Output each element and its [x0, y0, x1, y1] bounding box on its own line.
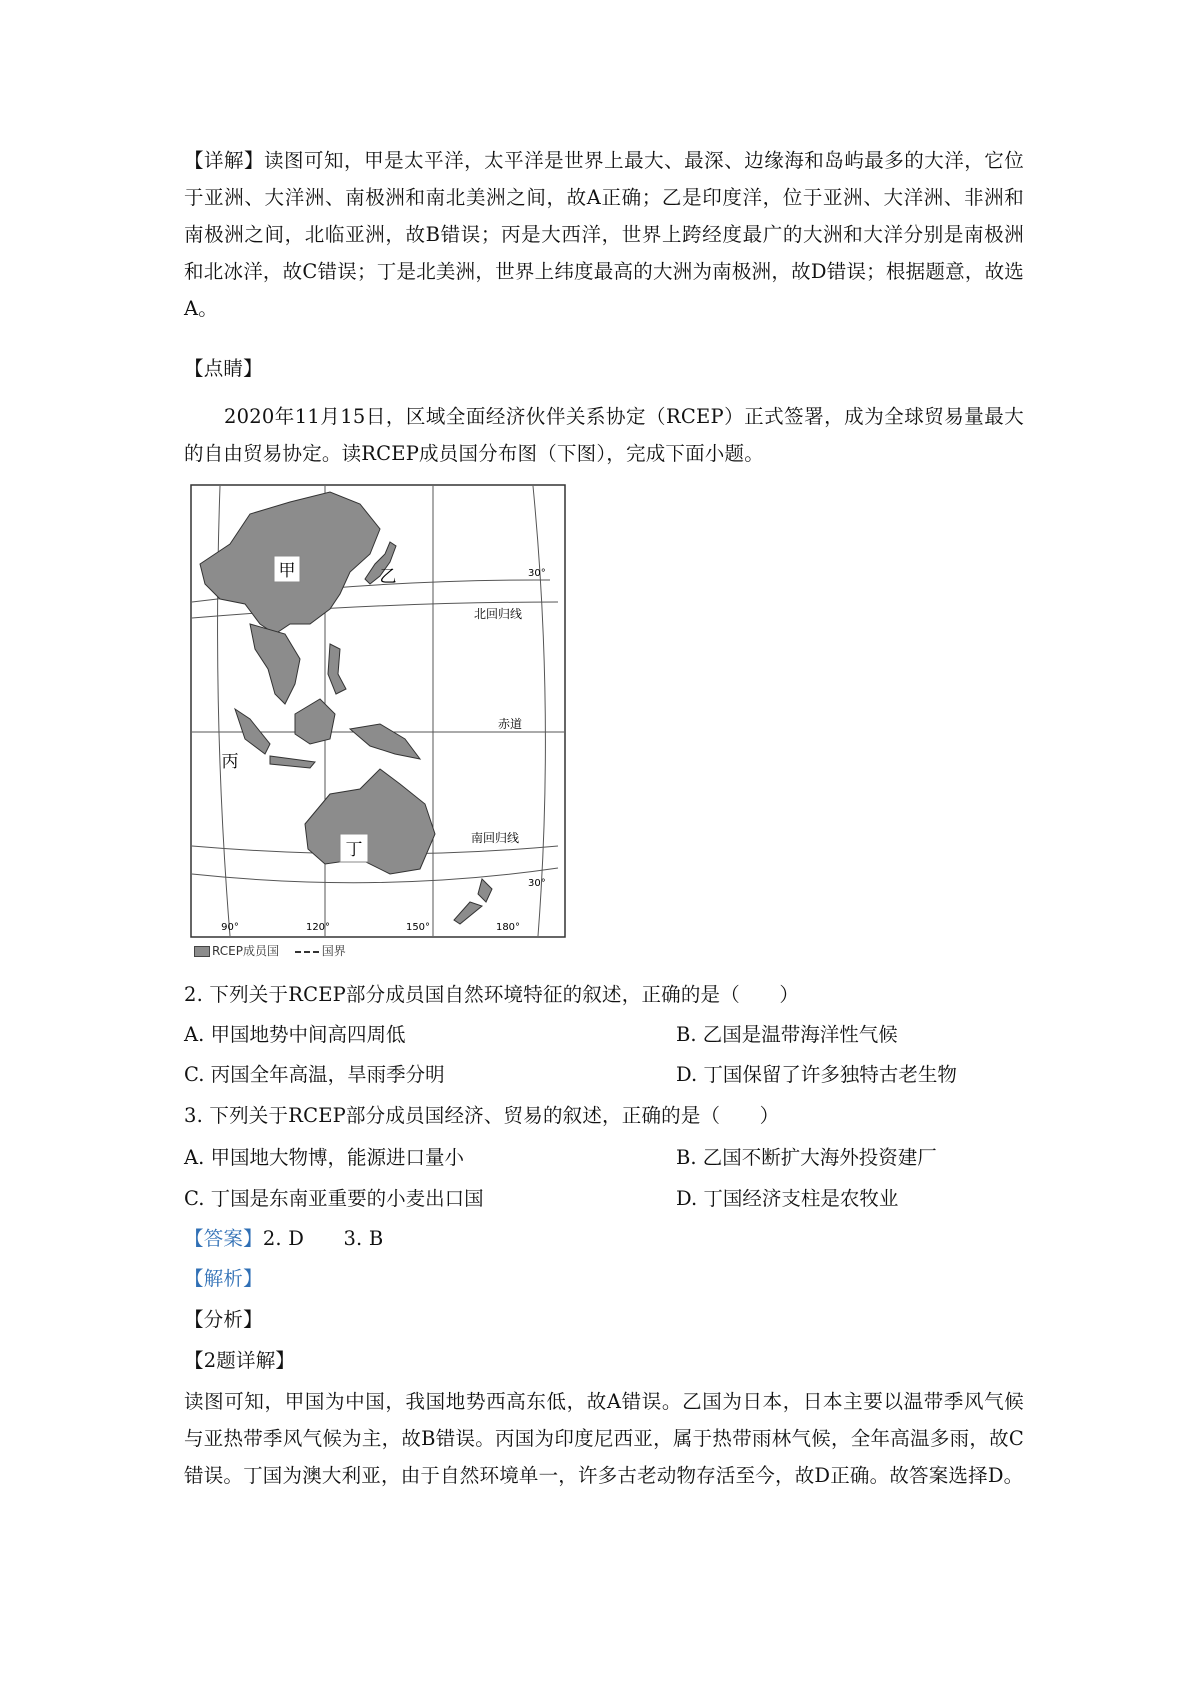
legend-member-swatch [194, 946, 210, 957]
question-3-option-c: C. 丁国是东南亚重要的小麦出口国 [184, 1187, 484, 1210]
q2-detail-heading: 【2题详解】 [184, 1349, 296, 1372]
lon-label-180: 180° [495, 922, 521, 933]
map-label-yi: 乙 [379, 567, 397, 587]
legend-member-label: RCEP成员国 [212, 944, 279, 958]
map-label-jia: 甲 [278, 561, 296, 581]
question-3-option-b: B. 乙国不断扩大海外投资建厂 [676, 1146, 937, 1169]
lon-label-120: 120° [305, 922, 331, 933]
question-3-option-d: D. 丁国经济支柱是农牧业 [676, 1187, 899, 1210]
question-2-option-b: B. 乙国是温带海洋性气候 [676, 1023, 898, 1046]
question-2-option-a: A. 甲国地势中间高四周低 [184, 1023, 406, 1046]
lon-label-90: 90° [221, 922, 239, 933]
legend-border-label: 国界 [321, 944, 346, 958]
answer-text: 2. D 3. B [262, 1227, 384, 1250]
map-label-bing: 丙 [221, 752, 239, 772]
question-2-stem: 2. 下列关于RCEP部分成员国自然环境特征的叙述，正确的是（ ） [184, 983, 800, 1006]
lat-label-south: 30° [528, 878, 546, 889]
tropic-cancer-label: 北回归线 [473, 607, 523, 621]
answer-line [184, 1226, 383, 1252]
rcep-map [190, 484, 566, 938]
legend-border-line [295, 951, 319, 953]
intro-paragraph: 2020年11月15日，区域全面经济伙伴关系协定（RCEP）正式签署，成为全球贸易量最大的自由贸易协定。读RCEP成员国分布图（下图），完成下面小题。 [184, 405, 1024, 465]
question-3-option-a: A. 甲国地大物博，能源进口量小 [184, 1146, 464, 1169]
q2-detail-paragraph: 读图可知，甲国为中国，我国地势西高东低，故A错误。乙国为日本，日本主要以温带季风气候与亚热带季风气候为主，故B错误。丙国为印度尼西亚，属于热带雨林气候，全年高温多雨，故C错误。丁国为澳大利亚，由于自然环境单一，许多古老动物存活至今，故D正确。故答案选择D。 [184, 1390, 1024, 1487]
question-2-option-d: D. 丁国保留了许多独特古老生物 [676, 1063, 957, 1086]
answer-label: 【答案】 [184, 1227, 263, 1250]
map-legend [194, 942, 346, 959]
rcep-map-svg [190, 484, 566, 938]
question-2-option-c: C. 丙国全年高温，旱雨季分明 [184, 1063, 445, 1086]
tip-heading: 【点睛】 [184, 357, 263, 380]
question-3-stem: 3. 下列关于RCEP部分成员国经济、贸易的叙述，正确的是（ ） [184, 1104, 780, 1127]
analysis-label: 【解析】 [184, 1267, 263, 1290]
lat-label-north: 30° [528, 568, 546, 579]
map-label-ding: 丁 [345, 840, 363, 860]
tropic-capricorn-label: 南回归线 [470, 831, 520, 845]
equator-label: 赤道 [497, 717, 523, 731]
analysis-sub-heading: 【分析】 [184, 1308, 263, 1331]
lon-label-150: 150° [405, 922, 431, 933]
detail-paragraph: 【详解】读图可知，甲是太平洋，太平洋是世界上最大、最深、边缘海和岛屿最多的大洋，它位于亚洲、大洋洲、南极洲和南北美洲之间，故A正确；乙是印度洋，位于亚洲、大洋洲、非洲和南极洲之间，北临亚洲，故B错误；丙是大西洋，世界上跨经度最广的大洲和大洋分别是南极洲和北冰洋，故C错误；丁是北美洲，世界上纬度最高的大洲为南极洲，故D错误；根据题意，故选A。 [184, 149, 1024, 320]
